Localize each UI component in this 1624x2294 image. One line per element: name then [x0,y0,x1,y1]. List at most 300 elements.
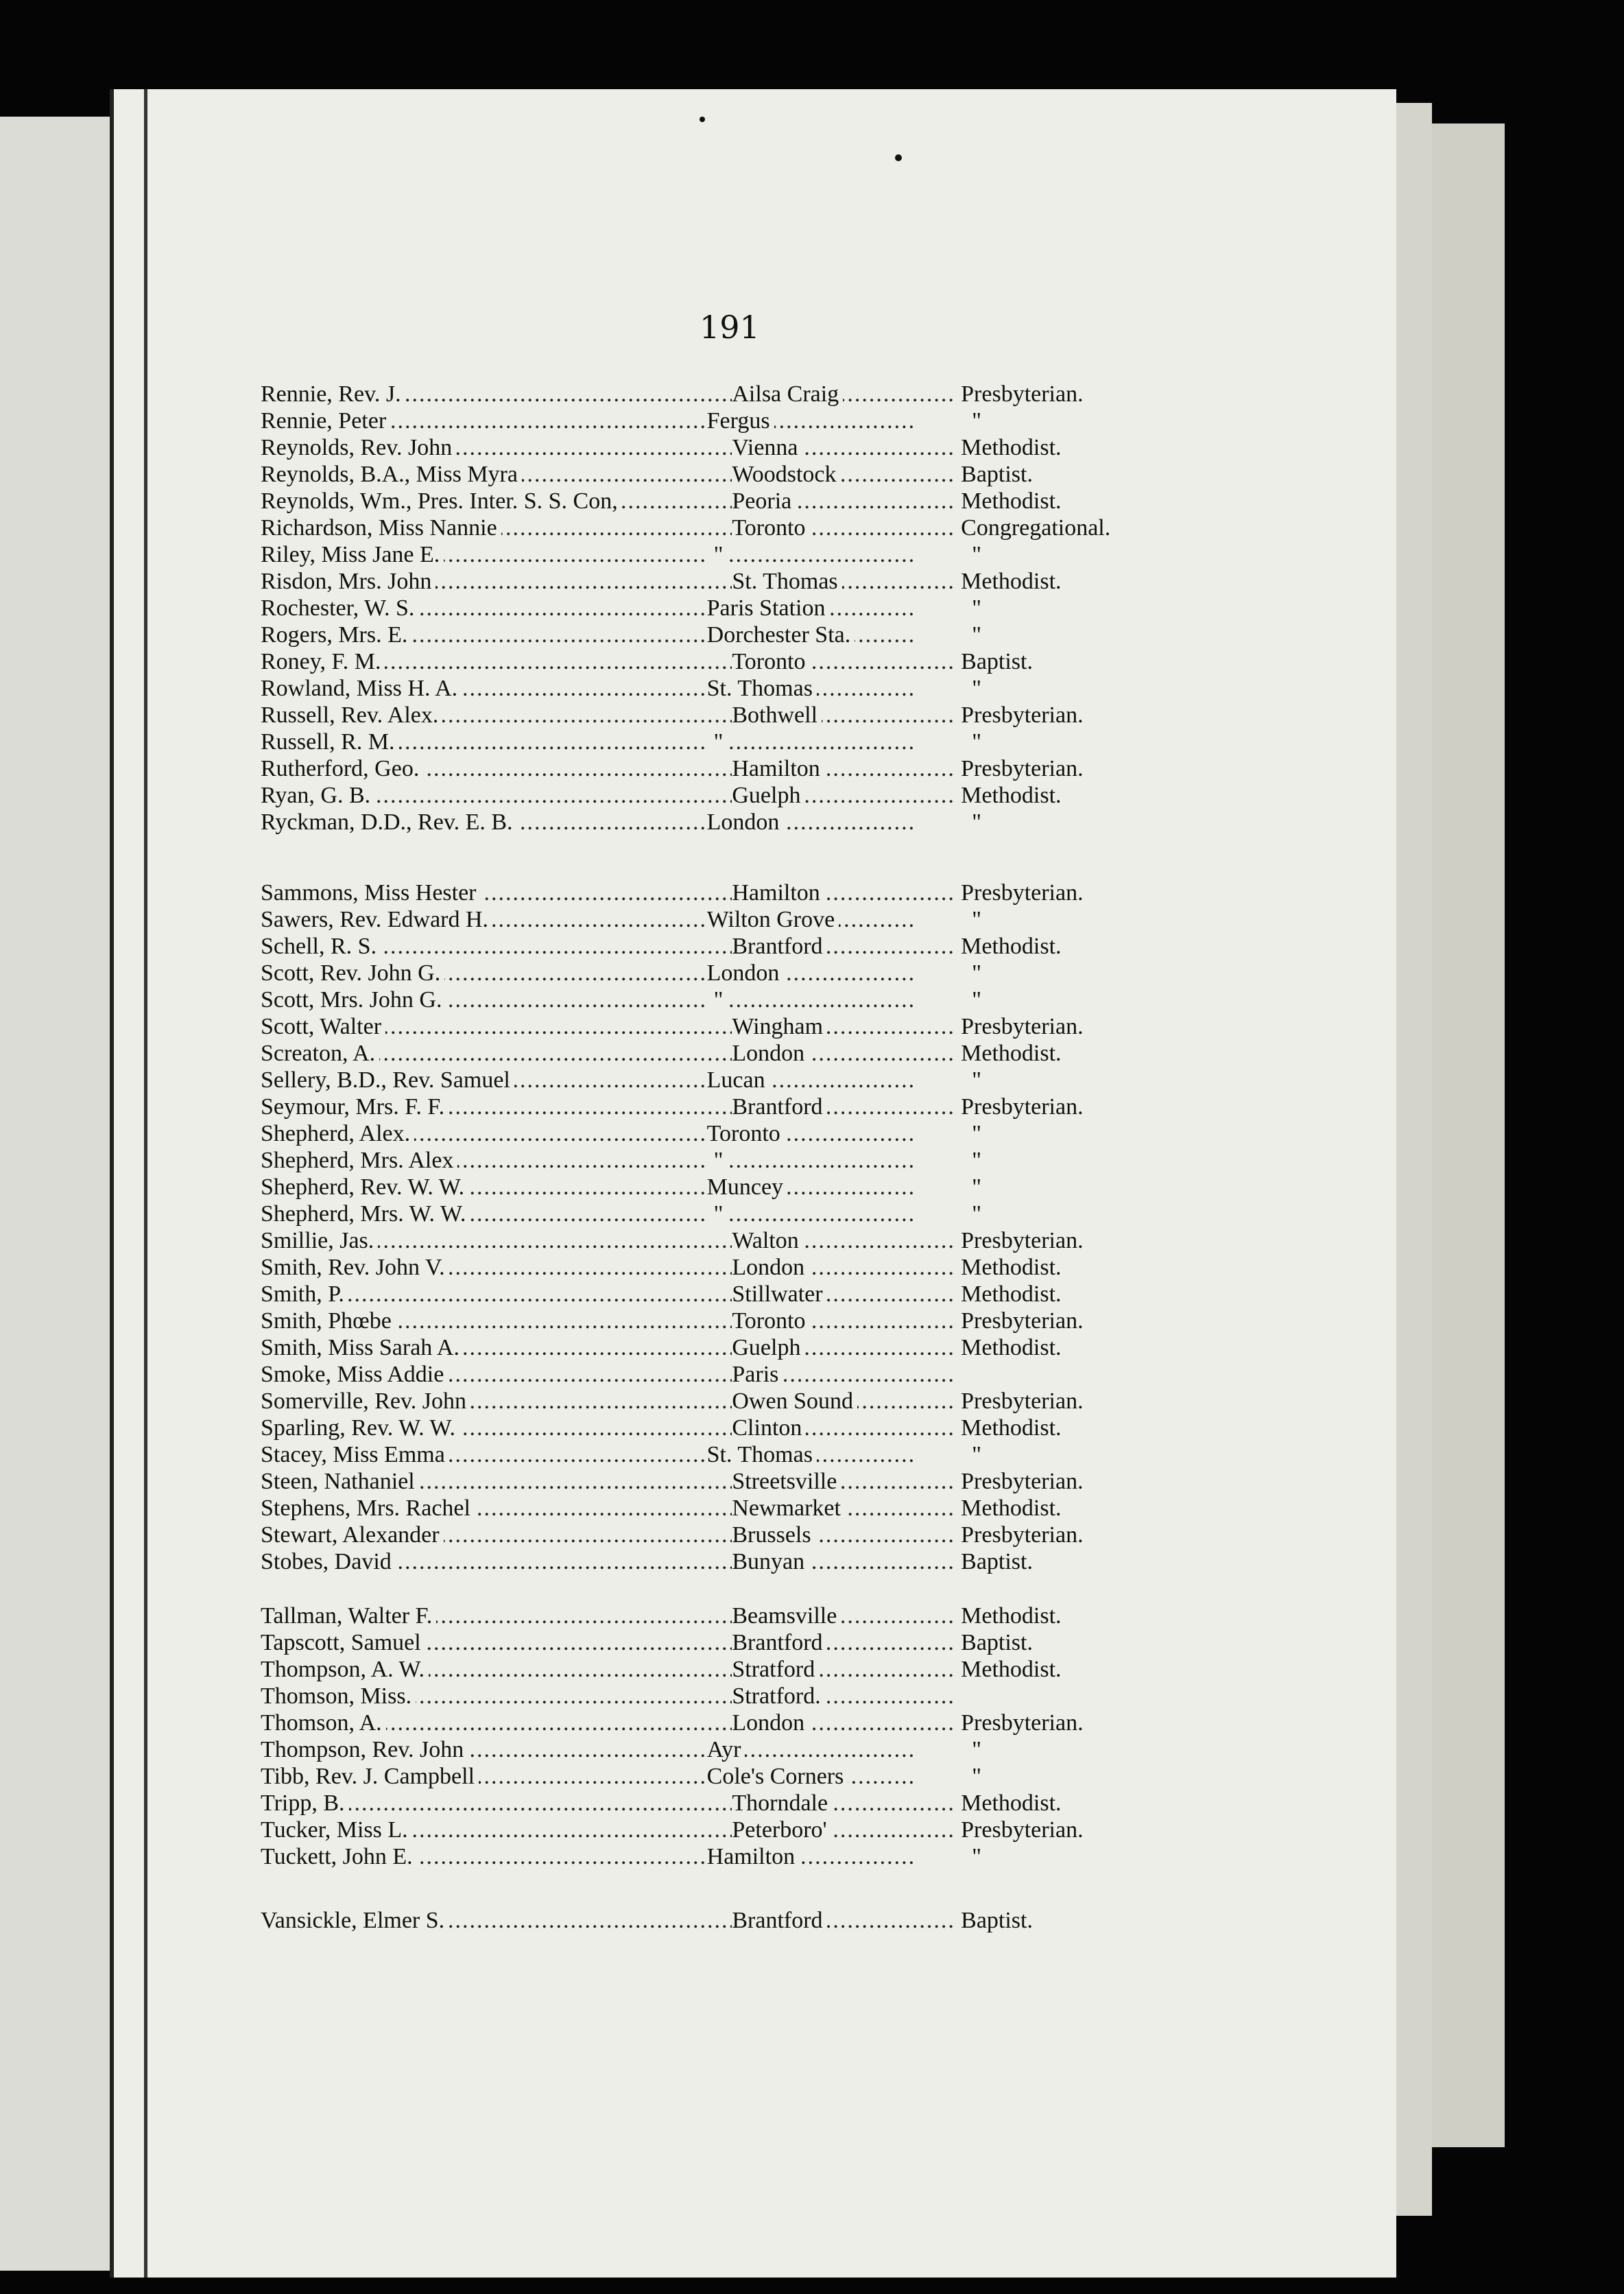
entry-name: Smith, Rev. John V. [261,1255,449,1280]
ink-speck [895,154,902,161]
entry-city: Stillwater [732,1281,826,1307]
entry-name: Tibb, Rev. J. Campbell [261,1764,479,1789]
entry-name-cell [261,1201,707,1227]
entry-name: Riley, Miss Jane E. [261,542,444,567]
entry-city: Brantford [732,1908,826,1933]
entry-name: Ryckman, D.D., Rev. E. B. [261,809,517,835]
entry-name: Vansickle, Elmer S. [261,1908,449,1933]
directory-entry [261,1281,1166,1308]
entry-name: Richardson, Miss Nannie [261,515,501,541]
directory-entry [261,986,1166,1013]
entry-name-cell [261,462,732,488]
entry-city-cell [732,1790,954,1817]
entry-denomination: Methodist. [961,1495,1062,1521]
entry-city-cell [707,1174,917,1201]
entry-name-cell [261,1790,732,1817]
entry-city-cell [732,1362,954,1388]
entry-name: Smith, P. [261,1281,348,1307]
entry-city-cell [732,1603,954,1629]
entry-name: Sparling, Rev. W. W. [261,1415,459,1441]
directory-entry [261,1843,1166,1870]
entry-name-cell [261,1174,707,1201]
directory-entry [261,906,1166,933]
entry-name-cell [261,934,732,960]
entry-denomination: " [972,675,981,701]
directory-entry [261,1093,1166,1120]
entry-city-cell [732,1255,954,1281]
entry-name-cell [261,1094,732,1120]
entry-name: Smith, Phœbe [261,1308,396,1334]
entry-name-cell [261,488,732,515]
entry-name: Reynolds, Rev. John [261,435,456,460]
entry-name: Tallman, Walter F. [261,1603,436,1629]
entry-city: London [707,809,784,835]
entry-city-cell [732,934,954,960]
directory-entry [261,1763,1166,1790]
entry-denomination: " [972,1067,981,1093]
entry-city-cell [732,880,954,906]
entry-denomination: Baptist. [961,648,1033,674]
entry-city: London [732,1710,809,1736]
entry-city: " [707,987,728,1013]
directory-entry [261,755,1166,782]
entry-city-cell [732,1094,954,1120]
entry-city-cell [707,1067,917,1093]
entry-city: St. Thomas [732,569,841,594]
entry-city-cell [707,960,917,986]
entry-name-cell [261,1281,732,1308]
directory-entry [261,879,1166,906]
entry-city: Hamilton [732,756,824,781]
directory-entry [261,541,1166,568]
entry-city: Vienna [732,435,802,460]
entry-city-cell [707,1844,917,1870]
directory-entry [261,622,1166,648]
entry-city: Stratford [732,1657,819,1682]
entry-denomination: Methodist. [961,1415,1062,1441]
entry-name: Thomson, A. [261,1710,386,1736]
entry-name: Thompson, A. W. [261,1657,429,1682]
directory-entry [261,1736,1166,1763]
entry-city-cell [732,1281,954,1308]
directory-entry [261,729,1166,755]
entry-city-cell [732,1041,954,1067]
entry-name: Tapscott, Samuel [261,1630,425,1655]
directory-section-v [261,1907,1166,1934]
entry-city: Stratford. [732,1683,824,1709]
entry-city-cell [732,1657,954,1683]
entry-denomination: Presbyterian. [961,1227,1084,1253]
directory-entry [261,648,1166,675]
entry-name: Shepherd, Alex. [261,1121,414,1146]
directory-entry [261,515,1166,541]
entry-city: Toronto [732,1308,809,1334]
entry-city: St. Thomas [707,1442,817,1467]
entry-city: Brussels [732,1522,815,1548]
directory-entry [261,1683,1166,1710]
entry-city: Wingham [732,1014,827,1039]
entry-name: Rowland, Miss H. A. [261,676,462,701]
entry-name-cell [261,1737,707,1763]
directory-entry [261,1120,1166,1147]
entry-denomination: " [972,1120,981,1146]
entry-name: Rochester, W. S. [261,595,418,621]
entry-city: Streetsville [732,1469,841,1494]
entry-denomination: Presbyterian. [961,879,1084,906]
directory-entry [261,595,1166,622]
entry-denomination: " [972,1843,981,1869]
entry-name: Risdon, Mrs. John [261,569,435,594]
entry-city: Hamilton [732,880,824,906]
entry-city: Paris [732,1362,783,1387]
entry-city: Fergus [707,408,774,434]
directory-entry [261,1201,1166,1227]
entry-name-cell [261,1041,732,1067]
entry-city: Brantford [732,934,826,959]
entry-city: Toronto [732,515,809,541]
entry-city: Peterboro' [732,1817,831,1843]
entry-city-cell [732,649,954,675]
binding-gutter [144,89,147,2278]
directory-entry [261,1468,1166,1495]
entry-name-cell [261,542,707,568]
directory-section-s [261,879,1166,1575]
entry-name: Thomson, Miss. [261,1683,416,1709]
entry-name: Stewart, Alexander [261,1522,444,1548]
entry-city-cell [732,1630,954,1656]
directory-section-r [261,381,1166,836]
entry-denomination: " [972,729,981,755]
directory-entry [261,675,1166,702]
entry-city: St. Thomas [707,676,817,701]
entry-denomination: Methodist. [961,1281,1062,1307]
entry-denomination: Presbyterian. [961,1522,1084,1548]
entry-city: Peoria [732,488,796,514]
ink-speck [700,117,705,122]
entry-city-cell [707,729,917,755]
entry-city-cell [732,1683,954,1710]
entry-name-cell [261,1255,732,1281]
entry-denomination: Presbyterian. [961,1388,1084,1414]
directory-entry [261,1495,1166,1522]
entry-name: Shepherd, Mrs. W. W. [261,1201,470,1227]
entry-denomination: " [972,622,981,648]
entry-denomination: Presbyterian. [961,755,1084,781]
entry-denomination: Methodist. [961,1254,1062,1280]
entry-city: Brantford [732,1630,826,1655]
entry-name-cell [261,1121,707,1147]
entry-name-cell [261,987,707,1013]
entry-denomination: Baptist. [961,1629,1033,1655]
directory-entry [261,1067,1166,1093]
entry-name-cell [261,1067,707,1093]
entry-name-cell [261,1469,732,1495]
entry-name: Reynolds, B.A., Miss Myra [261,462,522,487]
entry-name: Smillie, Jas. [261,1228,378,1253]
entry-city: Brantford [732,1094,826,1120]
directory-entry [261,1254,1166,1281]
facing-page-edge [0,117,110,2271]
directory-entry [261,434,1166,461]
entry-denomination: Presbyterian. [961,1468,1084,1494]
entry-city-cell [732,515,954,541]
entry-name: Stephens, Mrs. Rachel [261,1495,475,1521]
entry-city-cell [707,676,917,702]
directory-entry [261,1817,1166,1843]
entry-name: Tuckett, John E. [261,1844,417,1869]
entry-denomination: Presbyterian. [961,1817,1084,1843]
entry-name-cell [261,729,707,755]
entry-name: Rogers, Mrs. E. [261,622,411,648]
entry-city-cell [732,1335,954,1361]
entry-city-cell [707,1121,917,1147]
directory-entry [261,960,1166,986]
entry-city-cell [732,1549,954,1575]
entry-name: Russell, Rev. Alex. [261,702,442,728]
entry-city: Cole's Corners [707,1764,848,1789]
entry-denomination: " [972,1441,981,1467]
entry-name: Sawers, Rev. Edward H. [261,907,492,932]
entry-city-cell [707,1442,917,1468]
entry-denomination: Methodist. [961,1656,1062,1682]
entry-denomination: Methodist. [961,488,1062,514]
entry-name: Steen, Nathaniel [261,1469,419,1494]
entry-denomination: Methodist. [961,1334,1062,1360]
entry-city-cell [707,1201,917,1227]
entry-city: Bunyan [732,1549,809,1574]
entry-city: London [707,960,784,986]
entry-city-cell [732,783,954,809]
entry-name-cell [261,1228,732,1254]
entry-denomination: Methodist. [961,782,1062,808]
directory-entry [261,1790,1166,1817]
entry-city-cell [732,1228,954,1254]
entry-denomination: Presbyterian. [961,1308,1084,1334]
entry-city: Woodstock [732,462,840,487]
entry-name: Shepherd, Mrs. Alex [261,1148,457,1173]
entry-city: " [707,1148,728,1173]
entry-name: Rutherford, Geo. [261,756,423,781]
entry-city-cell [732,462,954,488]
entry-denomination: Methodist. [961,1790,1062,1816]
entry-denomination: Presbyterian. [961,1710,1084,1736]
entry-denomination: " [972,1763,981,1789]
directory-entry [261,1548,1166,1575]
entry-name-cell [261,1415,732,1441]
entry-city: Bothwell [732,702,822,728]
entry-name-cell [261,1908,732,1934]
entry-name-cell [261,1388,732,1415]
entry-name-cell [261,960,707,986]
entry-name: Tucker, Miss L. [261,1817,412,1843]
entry-city-cell [732,1469,954,1495]
entry-name: Shepherd, Rev. W. W. [261,1174,468,1200]
directory-entry [261,1907,1166,1934]
directory-entry [261,1388,1166,1415]
entry-denomination: Methodist. [961,1040,1062,1066]
entry-city: " [707,729,728,755]
directory-entry [261,1040,1166,1067]
entry-name-cell [261,1495,732,1522]
entry-city-cell [707,542,917,568]
entry-denomination: Presbyterian. [961,1093,1084,1120]
entry-name: Smith, Miss Sarah A. [261,1335,464,1360]
directory-entry [261,381,1166,407]
entry-name-cell [261,622,707,648]
entry-city-cell [707,595,917,622]
entry-denomination: Baptist. [961,461,1033,487]
directory-entry [261,1710,1166,1736]
entry-name-cell [261,1014,732,1040]
entry-denomination: Presbyterian. [961,702,1084,728]
entry-name: Stobes, David [261,1549,396,1574]
directory-entry [261,782,1166,809]
entry-city-cell [707,622,917,648]
entry-city: " [707,542,728,567]
entry-name-cell [261,702,732,729]
entry-name-cell [261,408,707,434]
directory-entry [261,702,1166,729]
entry-city-cell [732,1522,954,1548]
entry-city-cell [732,1388,954,1415]
directory-entry [261,1656,1166,1683]
entry-city-cell [732,1817,954,1843]
entry-name-cell [261,1522,732,1548]
entry-denomination: Baptist. [961,1548,1033,1574]
entry-name: Scott, Mrs. John G. [261,987,446,1013]
entry-name: Thompson, Rev. John [261,1737,468,1762]
entry-city: Newmarket [732,1495,845,1521]
entry-city: Clinton [732,1415,806,1441]
entry-name-cell [261,1657,732,1683]
directory-entry [261,1013,1166,1040]
entry-city-cell [707,987,917,1013]
entry-city: Guelph [732,1335,804,1360]
entry-city-cell [732,435,954,461]
entry-city: London [732,1255,809,1280]
entry-name-cell [261,595,707,622]
entry-name-cell [261,1764,707,1790]
directory-entry [261,568,1166,595]
entry-name-cell [261,809,707,836]
entry-name-cell [261,1362,732,1388]
entry-name: Roney, F. M. [261,649,385,674]
entry-name: Ryan, G. B. [261,783,374,808]
entry-denomination: Presbyterian. [961,381,1084,407]
entry-city: Guelph [732,783,804,808]
entry-name: Rennie, Peter [261,408,390,434]
entry-name-cell [261,435,732,461]
entry-name-cell [261,1817,732,1843]
entry-name-cell [261,880,732,906]
entry-city: Thorndale [732,1790,832,1816]
entry-city: Toronto [732,649,809,674]
entry-city-cell [732,702,954,729]
entry-city-cell [707,809,917,836]
entry-denomination: " [972,960,981,986]
entry-denomination: " [972,906,981,932]
entry-city-cell [707,1764,917,1790]
directory-entry [261,1174,1166,1201]
entry-name: Smoke, Miss Addie [261,1362,448,1387]
directory-entry [261,1361,1166,1388]
entry-city-cell [732,1014,954,1040]
directory-entry [261,1147,1166,1174]
entry-name-cell [261,1549,732,1575]
entry-denomination: Congregational. [961,515,1111,541]
entry-name-cell [261,1710,732,1736]
entry-name: Seymour, Mrs. F. F. [261,1094,449,1120]
entry-city-cell [707,907,917,933]
entry-name: Stacey, Miss Emma [261,1442,449,1467]
entry-city-cell [732,1415,954,1441]
entry-city: Paris Station [707,595,830,621]
directory-entry [261,1334,1166,1361]
entry-city-cell [707,408,917,434]
entry-denomination: " [972,541,981,567]
entry-city: Ayr [707,1737,745,1762]
entry-name-cell [261,1442,707,1468]
entry-denomination: " [972,809,981,835]
entry-name: Schell, R. S. [261,934,381,959]
entry-name: Reynolds, Wm., Pres. Inter. S. S. Con, [261,488,622,514]
entry-name-cell [261,1335,732,1361]
entry-name-cell [261,907,707,933]
entry-name: Screaton, A. [261,1041,379,1066]
directory-entry [261,809,1166,836]
directory-entry [261,461,1166,488]
directory-entry [261,1227,1166,1254]
entry-denomination: " [972,595,981,621]
entry-city-cell [732,1495,954,1522]
directory-section-t [261,1603,1166,1870]
entry-city: Walton [732,1228,802,1253]
entry-city: Hamilton [707,1844,799,1869]
entry-name-cell [261,1603,732,1629]
directory-entry [261,933,1166,960]
entry-city: Lucan [707,1067,769,1093]
directory-entry [261,1522,1166,1548]
entry-name: Tripp, B. [261,1790,349,1816]
entry-denomination: Methodist. [961,568,1062,594]
directory-entry [261,488,1166,515]
entry-denomination: " [972,407,981,434]
entry-city-cell [732,756,954,782]
entry-denomination: " [972,986,981,1013]
entry-city-cell [732,1710,954,1736]
directory-entry [261,1441,1166,1468]
entry-name: Rennie, Rev. J. [261,381,405,407]
entry-name-cell [261,1683,732,1710]
entry-denomination: " [972,1736,981,1762]
entry-name: Sammons, Miss Hester [261,880,481,906]
entry-name-cell [261,649,732,675]
entry-city-cell [707,1148,917,1174]
entry-city: Wilton Grove [707,907,839,932]
entry-city-cell [707,1737,917,1763]
entry-city: Muncey [707,1174,787,1200]
entry-name-cell [261,1844,707,1870]
entry-city: Beamsville [732,1603,841,1629]
entry-city: Toronto [707,1121,785,1146]
entry-denomination: Methodist. [961,933,1062,959]
entry-denomination: Presbyterian. [961,1013,1084,1039]
entry-name-cell [261,1148,707,1174]
entry-city: Dorchester Sta. [707,622,855,648]
entry-denomination: Methodist. [961,1603,1062,1629]
entry-denomination: Baptist. [961,1907,1033,1933]
entry-city-cell [732,488,954,515]
